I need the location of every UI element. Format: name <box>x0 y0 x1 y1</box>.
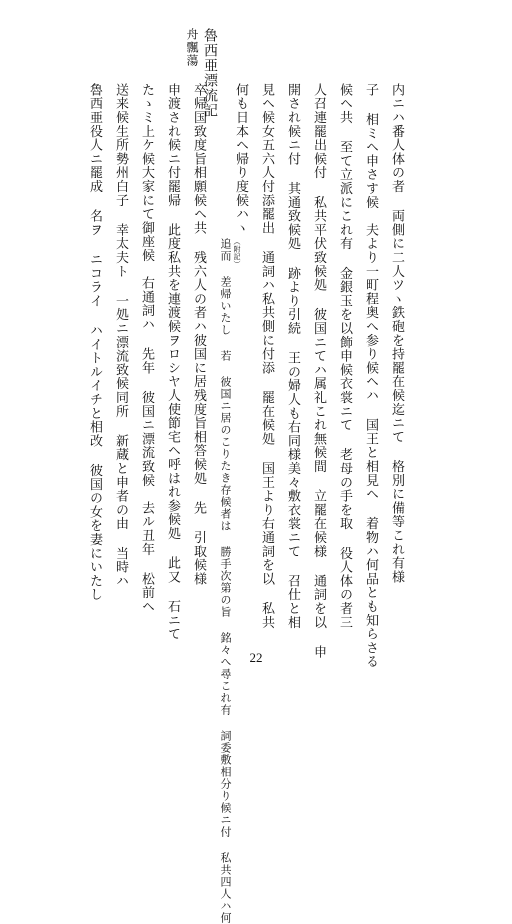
body-column: 送来候生所勢州白子 幸太夫ト 一処ニ漂流致候同所 新蔵と申者の由 当時ハ <box>113 83 128 588</box>
body-column: 子 相ミヘ申さす候 夫より一町程奥へ参り候ヘハ 国王と相見ヘ 着物ハ何品とも知らさる <box>363 83 378 669</box>
body-column: 卒帰国致度旨相願候ヘ共 残六人の者ハ彼国に居残度旨相答候処 先 引取候様 <box>191 83 206 586</box>
body-column: 何も日本ヘ帰り度候ハヽ <box>233 83 248 235</box>
body-column: 内ニハ番人体の者 両側に二人ツヽ鉄砲を持罷在候迄ニて 格別に備等これ有様 <box>389 83 404 584</box>
document-subtitle: 舟飄蕩 <box>185 28 199 67</box>
body-column: 魯西亜役人ニ罷成 名ヲ ニコライ ハイトルイチと相改 彼国の女を妻にいたし <box>87 83 102 602</box>
body-column: 人召連罷出候付 私共平伏致候処 彼国ニてハ属礼これ無候間 立罷在候様 通詞を以 申 <box>311 83 326 659</box>
document-title: 魯西亜漂流記 <box>202 28 218 118</box>
page-number: 22 <box>249 650 263 665</box>
body-column: 候ヘ共 至て立派にこれ有 金銀玉を以飾申候衣裳ニて 老母の手を取 役人体の者三 <box>337 83 352 630</box>
body-column: 見ヘ候女五六人付添罷出 通詞ハ私共側に付添 罷在候処 国王より右通詞を以 私共 <box>259 83 274 630</box>
marginal-note: （附記） <box>233 238 241 268</box>
inline-insert: 追而 差帰いたし 若 彼国ニ居のこりたき存候者は 勝手次第の旨 銘々へ尋これ有 詞委敷相分り候ニ付 私共四人ハ何 <box>219 238 232 924</box>
body-column: たゝミ上ケ候大家にて御座候 右通詞ハ 先年 彼国ニ漂流致候 去ル丑年 松前ヘ <box>139 83 154 614</box>
body-column: 開され候ニ付 其通致候処 跡より引続 王の婦人も右同様美々敷衣裳ニて 召仕と相 <box>285 83 300 630</box>
body-column: 申渡され候ニ付罷帰 此度私共を連渡候ヲロシヤ人使節宅ヘ呼はれ参候処 此又 石ニて <box>165 83 180 641</box>
